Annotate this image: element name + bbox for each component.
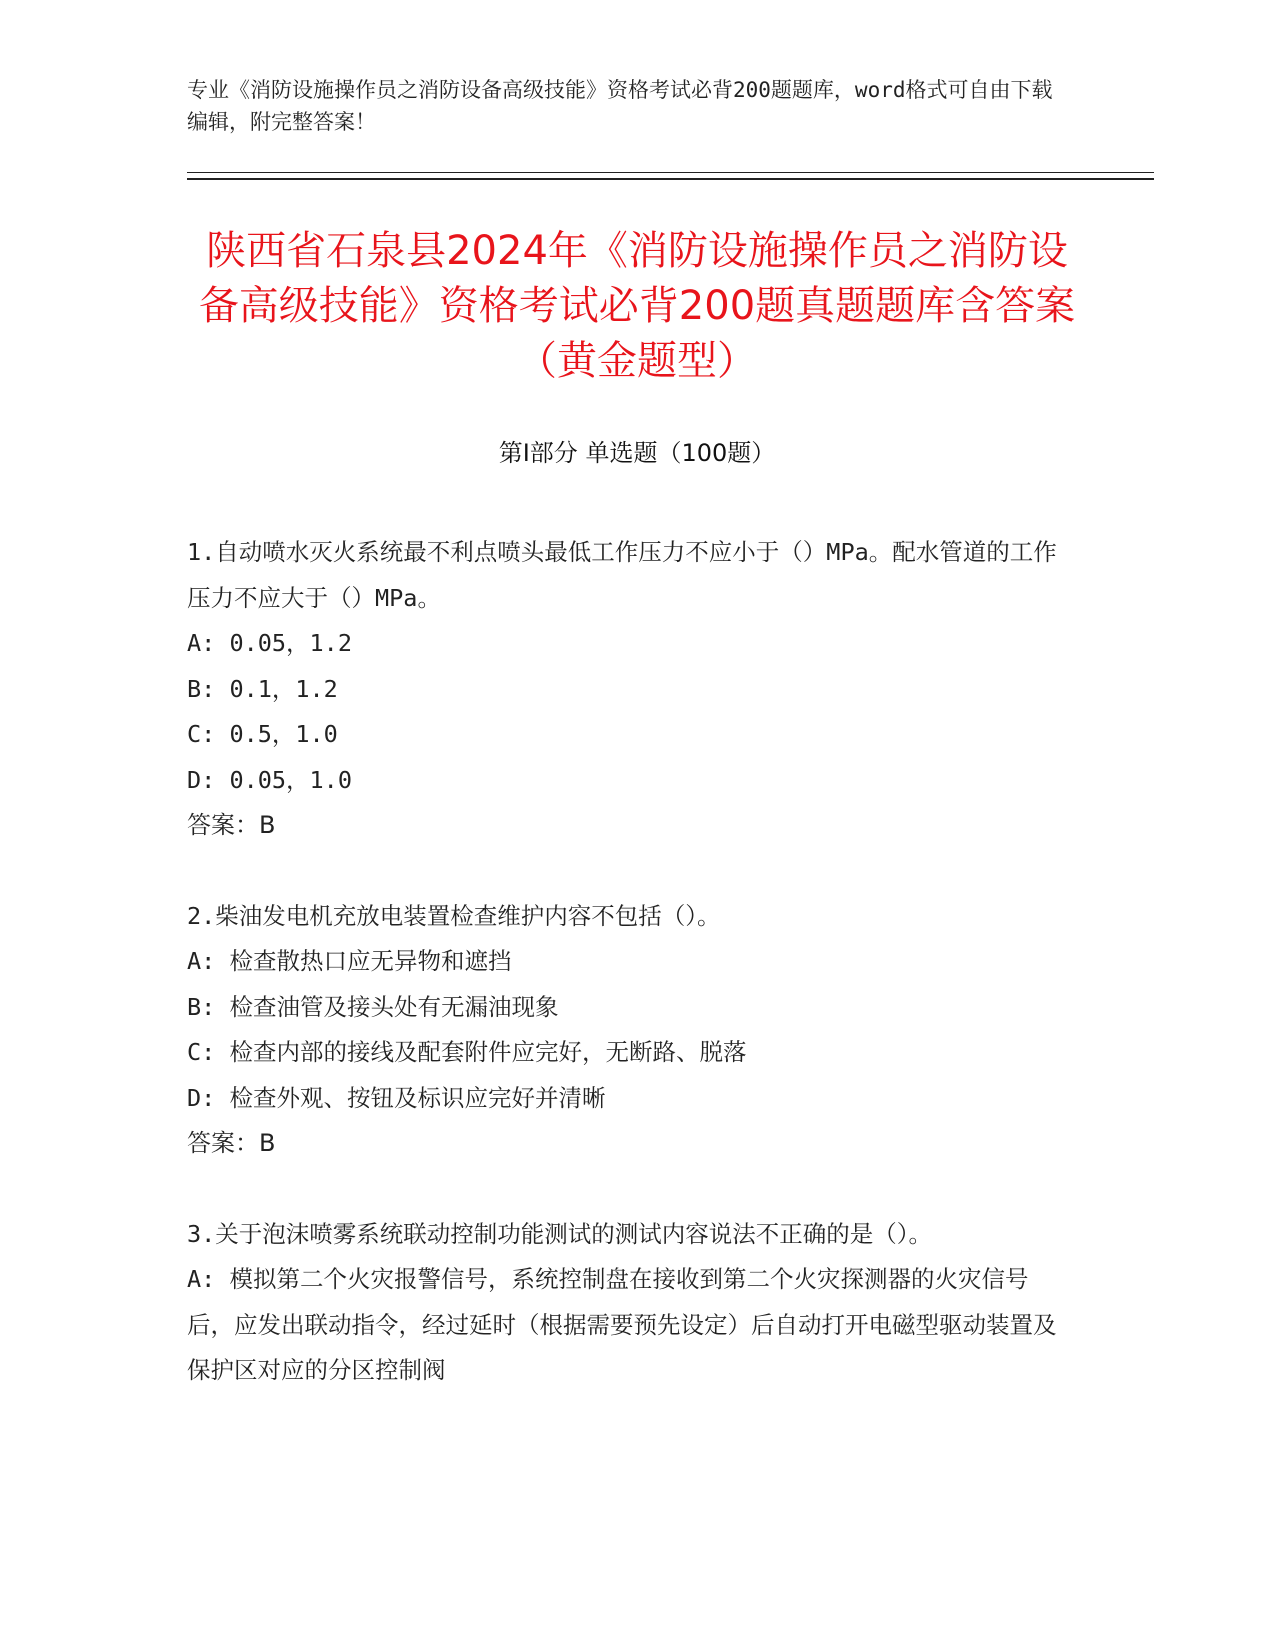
option-a: A: 模拟第二个火灾报警信号，系统控制盘在接收到第二个火灾探测器的火灾信号后，应发出联动指令，经过延时（根据需要预先设定）后自动打开电磁型驱动装置及保护区对应的分区控制阀 <box>187 1265 1057 1384</box>
option-b: B: 0.1，1.2 <box>187 674 338 703</box>
header-note: 专业《消防设施操作员之消防设备高级技能》资格考试必背200题题库，word格式可自由下载编辑，附完整答案！ <box>187 78 1053 134</box>
question-list <box>187 530 1067 1439</box>
section-heading: 第Ⅰ部分 单选题（100题） <box>498 439 776 467</box>
answer: 答案：B <box>187 811 276 839</box>
option-c: C: 0.5，1.0 <box>187 720 338 748</box>
question-2 <box>187 894 1067 1167</box>
question-1 <box>187 530 1067 849</box>
answer: 答案：B <box>187 1129 276 1157</box>
question-3 <box>187 1212 1067 1394</box>
option-d: D: 0.05，1.0 <box>187 765 352 794</box>
option-a: A: 0.05，1.2 <box>187 629 352 657</box>
option-b: B: 检查油管及接头处有无漏油现象 <box>187 992 559 1021</box>
question-stem: 1.自动喷水灭火系统最不利点喷头最低工作压力不应小于（）MPa。配水管道的工作压力不应大于（）MPa。 <box>187 538 1057 612</box>
document-title: 陕西省石泉县2024年《消防设施操作员之消防设备高级技能》资格考试必背200题真题题库含答案（黄金题型） <box>198 228 1076 384</box>
header-divider-thin <box>187 172 1154 173</box>
option-c: C: 检查内部的接线及配套附件应完好，无断路、脱落 <box>187 1038 747 1066</box>
question-stem: 3.关于泡沫喷雾系统联动控制功能测试的测试内容说法不正确的是（）。 <box>187 1219 933 1248</box>
header-divider-thick <box>187 178 1154 180</box>
option-d: D: 检查外观、按钮及标识应完好并清晰 <box>187 1083 606 1112</box>
option-a: A: 检查散热口应无异物和遮挡 <box>187 947 512 975</box>
question-stem: 2.柴油发电机充放电装置检查维护内容不包括（）。 <box>187 901 721 930</box>
